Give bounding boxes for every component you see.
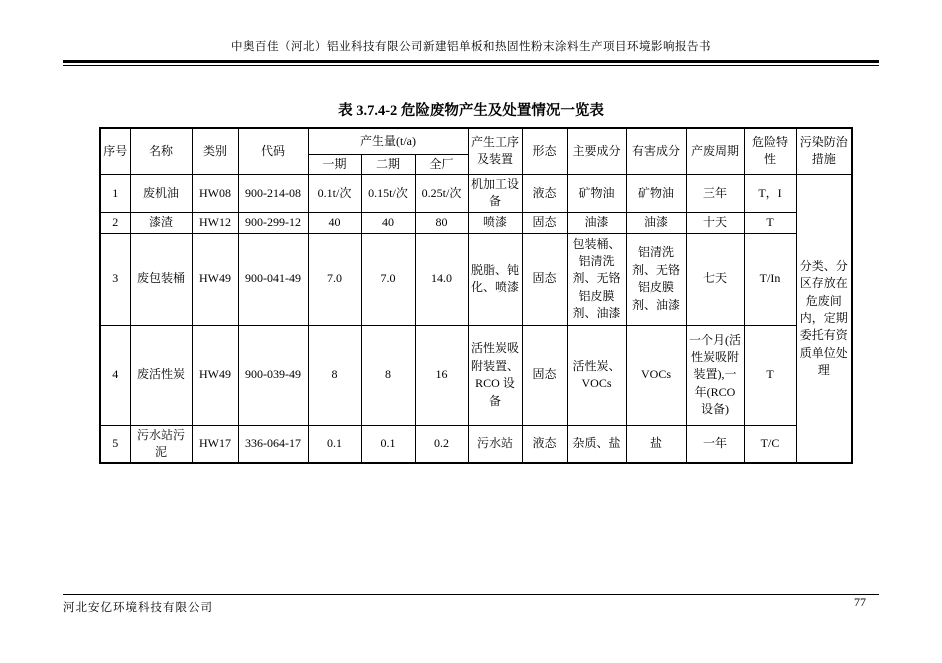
cell-no: 5 [100, 425, 130, 463]
cell-total: 14.0 [415, 233, 468, 325]
page-number: 77 [854, 595, 866, 609]
cell-total: 0.25t/次 [415, 174, 468, 212]
cell-phase1: 0.1 [308, 425, 361, 463]
cell-cycle: 十天 [686, 212, 744, 233]
table-row [100, 233, 852, 325]
col-header-main: 主要成分 [567, 128, 626, 174]
col-header-phase1: 一期 [308, 154, 361, 174]
header-rule-thick [63, 60, 879, 63]
header-rule-thin [63, 65, 879, 66]
cell-harmful: 盐 [626, 425, 686, 463]
cell-cycle: 三年 [686, 174, 744, 212]
cell-process: 脱脂、钝化、喷漆 [468, 233, 522, 325]
col-header-state: 形态 [522, 128, 567, 174]
cell-category: HW08 [192, 174, 238, 212]
cell-hazard: T [744, 325, 796, 425]
cell-hazard: T [744, 212, 796, 233]
cell-process: 喷漆 [468, 212, 522, 233]
cell-total: 16 [415, 325, 468, 425]
cell-total: 0.2 [415, 425, 468, 463]
cell-no: 4 [100, 325, 130, 425]
cell-main: 矿物油 [567, 174, 626, 212]
cell-main: 油漆 [567, 212, 626, 233]
cell-phase1: 0.1t/次 [308, 174, 361, 212]
cell-no: 2 [100, 212, 130, 233]
cell-phase2: 7.0 [361, 233, 415, 325]
col-header-name: 名称 [130, 128, 192, 174]
cell-phase1: 40 [308, 212, 361, 233]
table-row [100, 325, 852, 425]
cell-cycle: 一个月(活性炭吸附装置),一年(RCO 设备) [686, 325, 744, 425]
cell-name: 漆渣 [130, 212, 192, 233]
cell-phase2: 8 [361, 325, 415, 425]
cell-harmful: 油漆 [626, 212, 686, 233]
table-row [100, 174, 852, 212]
cell-state: 固态 [522, 212, 567, 233]
col-header-hazard: 危险特性 [744, 128, 796, 174]
col-header-output-group: 产生量(t/a) [308, 128, 468, 154]
col-header-category: 类别 [192, 128, 238, 174]
col-header-cycle: 产废周期 [686, 128, 744, 174]
cell-cycle: 一年 [686, 425, 744, 463]
cell-process: 机加工设备 [468, 174, 522, 212]
cell-code: 900-041-49 [238, 233, 308, 325]
cell-phase1: 8 [308, 325, 361, 425]
cell-hazard: T/C [744, 425, 796, 463]
cell-hazard: T，I [744, 174, 796, 212]
col-header-measures: 污染防治措施 [796, 128, 852, 174]
cell-code: 900-039-49 [238, 325, 308, 425]
table-title: 表 3.7.4-2 危险废物产生及处置情况一览表 [338, 103, 604, 119]
cell-name: 废包装桶 [130, 233, 192, 325]
cell-main: 活性炭、VOCs [567, 325, 626, 425]
cell-phase1: 7.0 [308, 233, 361, 325]
col-header-harmful: 有害成分 [626, 128, 686, 174]
col-header-phase2: 二期 [361, 154, 415, 174]
cell-code: 900-214-08 [238, 174, 308, 212]
cell-code: 336-064-17 [238, 425, 308, 463]
cell-phase2: 0.1 [361, 425, 415, 463]
cell-state: 固态 [522, 325, 567, 425]
cell-category: HW17 [192, 425, 238, 463]
cell-measures: 分类、分区存放在危废间内，定期委托有资质单位处理 [796, 174, 852, 463]
cell-no: 1 [100, 174, 130, 212]
cell-category: HW49 [192, 233, 238, 325]
document-header-title: 中奥百佳（河北）铝业科技有限公司新建铝单板和热固性粉末涂料生产项目环境影响报告书 [231, 41, 711, 53]
cell-state: 液态 [522, 425, 567, 463]
cell-harmful: 矿物油 [626, 174, 686, 212]
cell-category: HW49 [192, 325, 238, 425]
cell-cycle: 七天 [686, 233, 744, 325]
cell-main: 包装桶、铝清洗剂、无铬铝皮膜剂、油漆 [567, 233, 626, 325]
cell-phase2: 40 [361, 212, 415, 233]
cell-name: 废机油 [130, 174, 192, 212]
footer-company: 河北安亿环境科技有限公司 [63, 602, 213, 614]
cell-phase2: 0.15t/次 [361, 174, 415, 212]
table-row [100, 425, 852, 463]
cell-hazard: T/In [744, 233, 796, 325]
cell-no: 3 [100, 233, 130, 325]
col-header-code: 代码 [238, 128, 308, 174]
header-row-1 [100, 128, 852, 154]
footer-rule [63, 594, 879, 595]
hazardous-waste-table [99, 127, 853, 464]
cell-harmful: 铝清洗剂、无铬铝皮膜剂、油漆 [626, 233, 686, 325]
cell-name: 污水站污泥 [130, 425, 192, 463]
cell-process: 污水站 [468, 425, 522, 463]
col-header-process: 产生工序及装置 [468, 128, 522, 174]
cell-total: 80 [415, 212, 468, 233]
cell-main: 杂质、盐 [567, 425, 626, 463]
cell-state: 液态 [522, 174, 567, 212]
cell-harmful: VOCs [626, 325, 686, 425]
col-header-no: 序号 [100, 128, 130, 174]
cell-name: 废活性炭 [130, 325, 192, 425]
col-header-total: 全厂 [415, 154, 468, 174]
cell-category: HW12 [192, 212, 238, 233]
table-row [100, 212, 852, 233]
cell-state: 固态 [522, 233, 567, 325]
cell-code: 900-299-12 [238, 212, 308, 233]
cell-process: 活性炭吸附装置、RCO 设备 [468, 325, 522, 425]
